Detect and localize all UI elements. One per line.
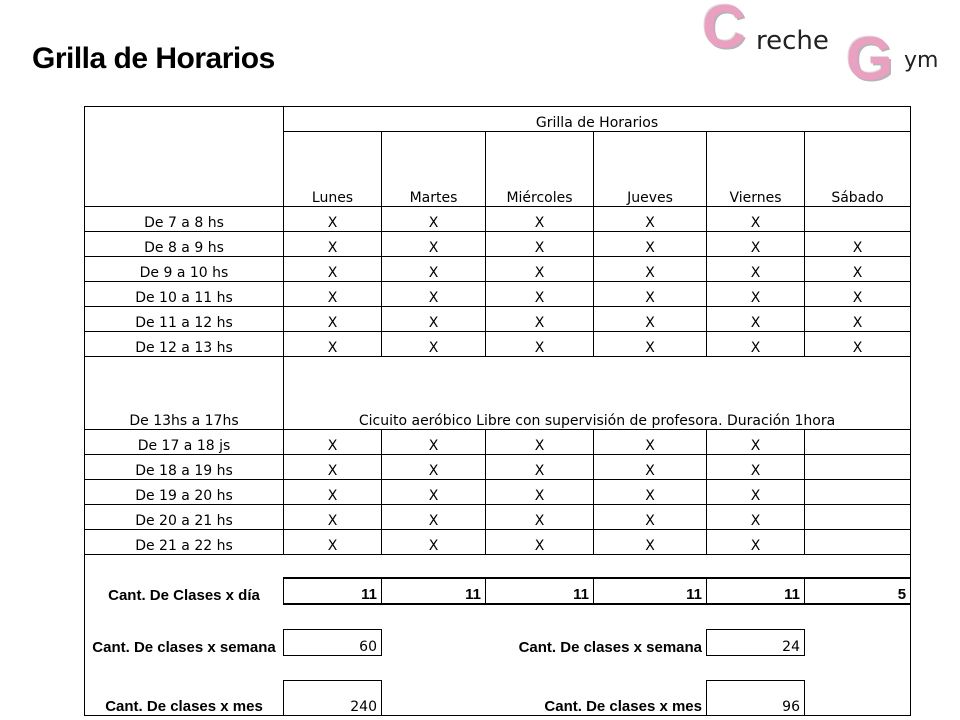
weekly-label-right: Cant. De clases x semana [518, 638, 702, 656]
class-mark-cell: X [382, 430, 486, 455]
day-header-lunes: Lunes [284, 132, 382, 207]
class-mark-cell: X [382, 332, 486, 357]
logo-text-ym: ym [904, 48, 939, 73]
class-mark-cell: X [382, 480, 486, 505]
schedule-row [85, 282, 911, 307]
midday-label: De 13hs a 17hs [85, 357, 284, 430]
class-mark-cell: X [805, 257, 911, 282]
empty-cell [805, 681, 911, 716]
time-slot-label: De 10 a 11 hs [85, 282, 284, 307]
schedule-row [85, 332, 911, 357]
day-header-martes: Martes [382, 132, 486, 207]
class-mark-cell: X [805, 232, 911, 257]
time-slot-label: De 17 a 18 js [85, 430, 284, 455]
schedule-sheet [84, 106, 910, 715]
class-mark-cell: X [382, 257, 486, 282]
daily-total-value: 11 [707, 578, 805, 604]
class-mark-cell: X [486, 232, 594, 257]
class-mark-cell: X [707, 480, 805, 505]
class-mark-cell: X [707, 282, 805, 307]
time-slot-label: De 9 a 10 hs [85, 257, 284, 282]
class-mark-cell [805, 505, 911, 530]
class-mark-cell: X [284, 430, 382, 455]
class-mark-cell: X [594, 257, 707, 282]
monthly-value-left: 240 [284, 681, 382, 716]
class-mark-cell: X [486, 282, 594, 307]
creche-gym-logo [690, 0, 960, 90]
midday-row [85, 357, 911, 430]
class-mark-cell: X [594, 530, 707, 555]
class-mark-cell: X [382, 505, 486, 530]
day-header-sabado: Sábado [805, 132, 911, 207]
spacer-cell [85, 604, 284, 630]
class-mark-cell: X [486, 480, 594, 505]
schedule-row [85, 505, 911, 530]
monthly-row [85, 681, 911, 716]
day-header-viernes: Viernes [707, 132, 805, 207]
class-mark-cell: X [486, 207, 594, 232]
class-mark-cell: X [284, 332, 382, 357]
class-mark-cell [805, 530, 911, 555]
class-mark-cell: X [284, 307, 382, 332]
schedule-row [85, 257, 911, 282]
schedule-row [85, 480, 911, 505]
class-mark-cell: X [707, 307, 805, 332]
class-mark-cell: X [382, 282, 486, 307]
schedule-table [84, 106, 911, 716]
class-mark-cell: X [382, 455, 486, 480]
class-mark-cell [805, 480, 911, 505]
day-header-jueves: Jueves [594, 132, 707, 207]
day-header-miercoles: Miércoles [486, 132, 594, 207]
daily-totals-label: Cant. De Clases x día [85, 578, 284, 604]
corner-cell [85, 107, 284, 207]
logo-letter-g: G [846, 25, 893, 92]
class-mark-cell: X [284, 207, 382, 232]
schedule-row [85, 307, 911, 332]
class-mark-cell: X [707, 332, 805, 357]
class-mark-cell: X [594, 430, 707, 455]
time-slot-label: De 12 a 13 hs [85, 332, 284, 357]
class-mark-cell: X [486, 307, 594, 332]
class-mark-cell: X [382, 307, 486, 332]
spacer-row [85, 555, 911, 579]
time-slot-label: De 21 a 22 hs [85, 530, 284, 555]
spacer-row [85, 604, 911, 630]
weekly-value-left: 60 [284, 630, 382, 656]
header-title-row [85, 107, 911, 132]
class-mark-cell: X [707, 207, 805, 232]
class-mark-cell: X [284, 282, 382, 307]
class-mark-cell: X [382, 207, 486, 232]
schedule-row [85, 430, 911, 455]
class-mark-cell [805, 455, 911, 480]
time-slot-label: De 7 a 8 hs [85, 207, 284, 232]
time-slot-label: De 8 a 9 hs [85, 232, 284, 257]
class-mark-cell: X [594, 307, 707, 332]
class-mark-cell: X [284, 530, 382, 555]
spacer-cell [85, 555, 911, 579]
schedule-row [85, 232, 911, 257]
weekly-label-left: Cant. De clases x semana [85, 630, 284, 656]
class-mark-cell: X [707, 232, 805, 257]
class-mark-cell: X [284, 455, 382, 480]
weekly-value-right: 24 [707, 630, 805, 656]
empty-cell [805, 630, 911, 656]
class-mark-cell: X [707, 430, 805, 455]
class-mark-cell: X [594, 282, 707, 307]
monthly-label-right: Cant. De clases x mes [382, 681, 707, 716]
class-mark-cell [805, 207, 911, 232]
monthly-label-left: Cant. De clases x mes [85, 681, 284, 716]
class-mark-cell: X [594, 332, 707, 357]
daily-total-value: 11 [284, 578, 382, 604]
spacer-cell [85, 656, 284, 681]
class-mark-cell: X [284, 480, 382, 505]
page-title: Grilla de Horarios [32, 42, 275, 75]
class-mark-cell: X [594, 232, 707, 257]
class-mark-cell: X [284, 232, 382, 257]
class-mark-cell: X [594, 480, 707, 505]
monthly-value-right: 96 [707, 681, 805, 716]
class-mark-cell: X [284, 505, 382, 530]
logo-text-reche: reche [756, 26, 829, 56]
time-slot-label: De 19 a 20 hs [85, 480, 284, 505]
daily-total-value: 11 [594, 578, 707, 604]
logo-letter-c: C [702, 0, 746, 60]
class-mark-cell: X [707, 257, 805, 282]
class-mark-cell: X [284, 257, 382, 282]
table-title: Grilla de Horarios [284, 107, 911, 132]
daily-totals-row [85, 578, 911, 604]
class-mark-cell: X [707, 455, 805, 480]
class-mark-cell: X [486, 430, 594, 455]
class-mark-cell: X [486, 332, 594, 357]
class-mark-cell: X [707, 505, 805, 530]
schedule-row [85, 207, 911, 232]
class-mark-cell: X [707, 530, 805, 555]
class-mark-cell: X [486, 257, 594, 282]
class-mark-cell: X [486, 530, 594, 555]
daily-total-value: 11 [486, 578, 594, 604]
class-mark-cell: X [805, 332, 911, 357]
class-mark-cell: X [382, 232, 486, 257]
class-mark-cell: X [594, 455, 707, 480]
class-mark-cell: X [805, 307, 911, 332]
time-slot-label: De 18 a 19 hs [85, 455, 284, 480]
schedule-row [85, 455, 911, 480]
schedule-row [85, 530, 911, 555]
class-mark-cell: X [486, 505, 594, 530]
class-mark-cell: X [382, 530, 486, 555]
class-mark-cell: X [594, 207, 707, 232]
weekly-row [85, 630, 911, 656]
class-mark-cell: X [486, 455, 594, 480]
daily-total-value: 11 [382, 578, 486, 604]
midday-activity: Cicuito aeróbico Libre con supervisión de profesora. Duración 1hora [284, 357, 911, 430]
class-mark-cell [805, 430, 911, 455]
spacer-row [85, 656, 911, 681]
class-mark-cell: X [594, 505, 707, 530]
daily-total-value: 5 [805, 578, 911, 604]
time-slot-label: De 11 a 12 hs [85, 307, 284, 332]
class-mark-cell: X [805, 282, 911, 307]
time-slot-label: De 20 a 21 hs [85, 505, 284, 530]
